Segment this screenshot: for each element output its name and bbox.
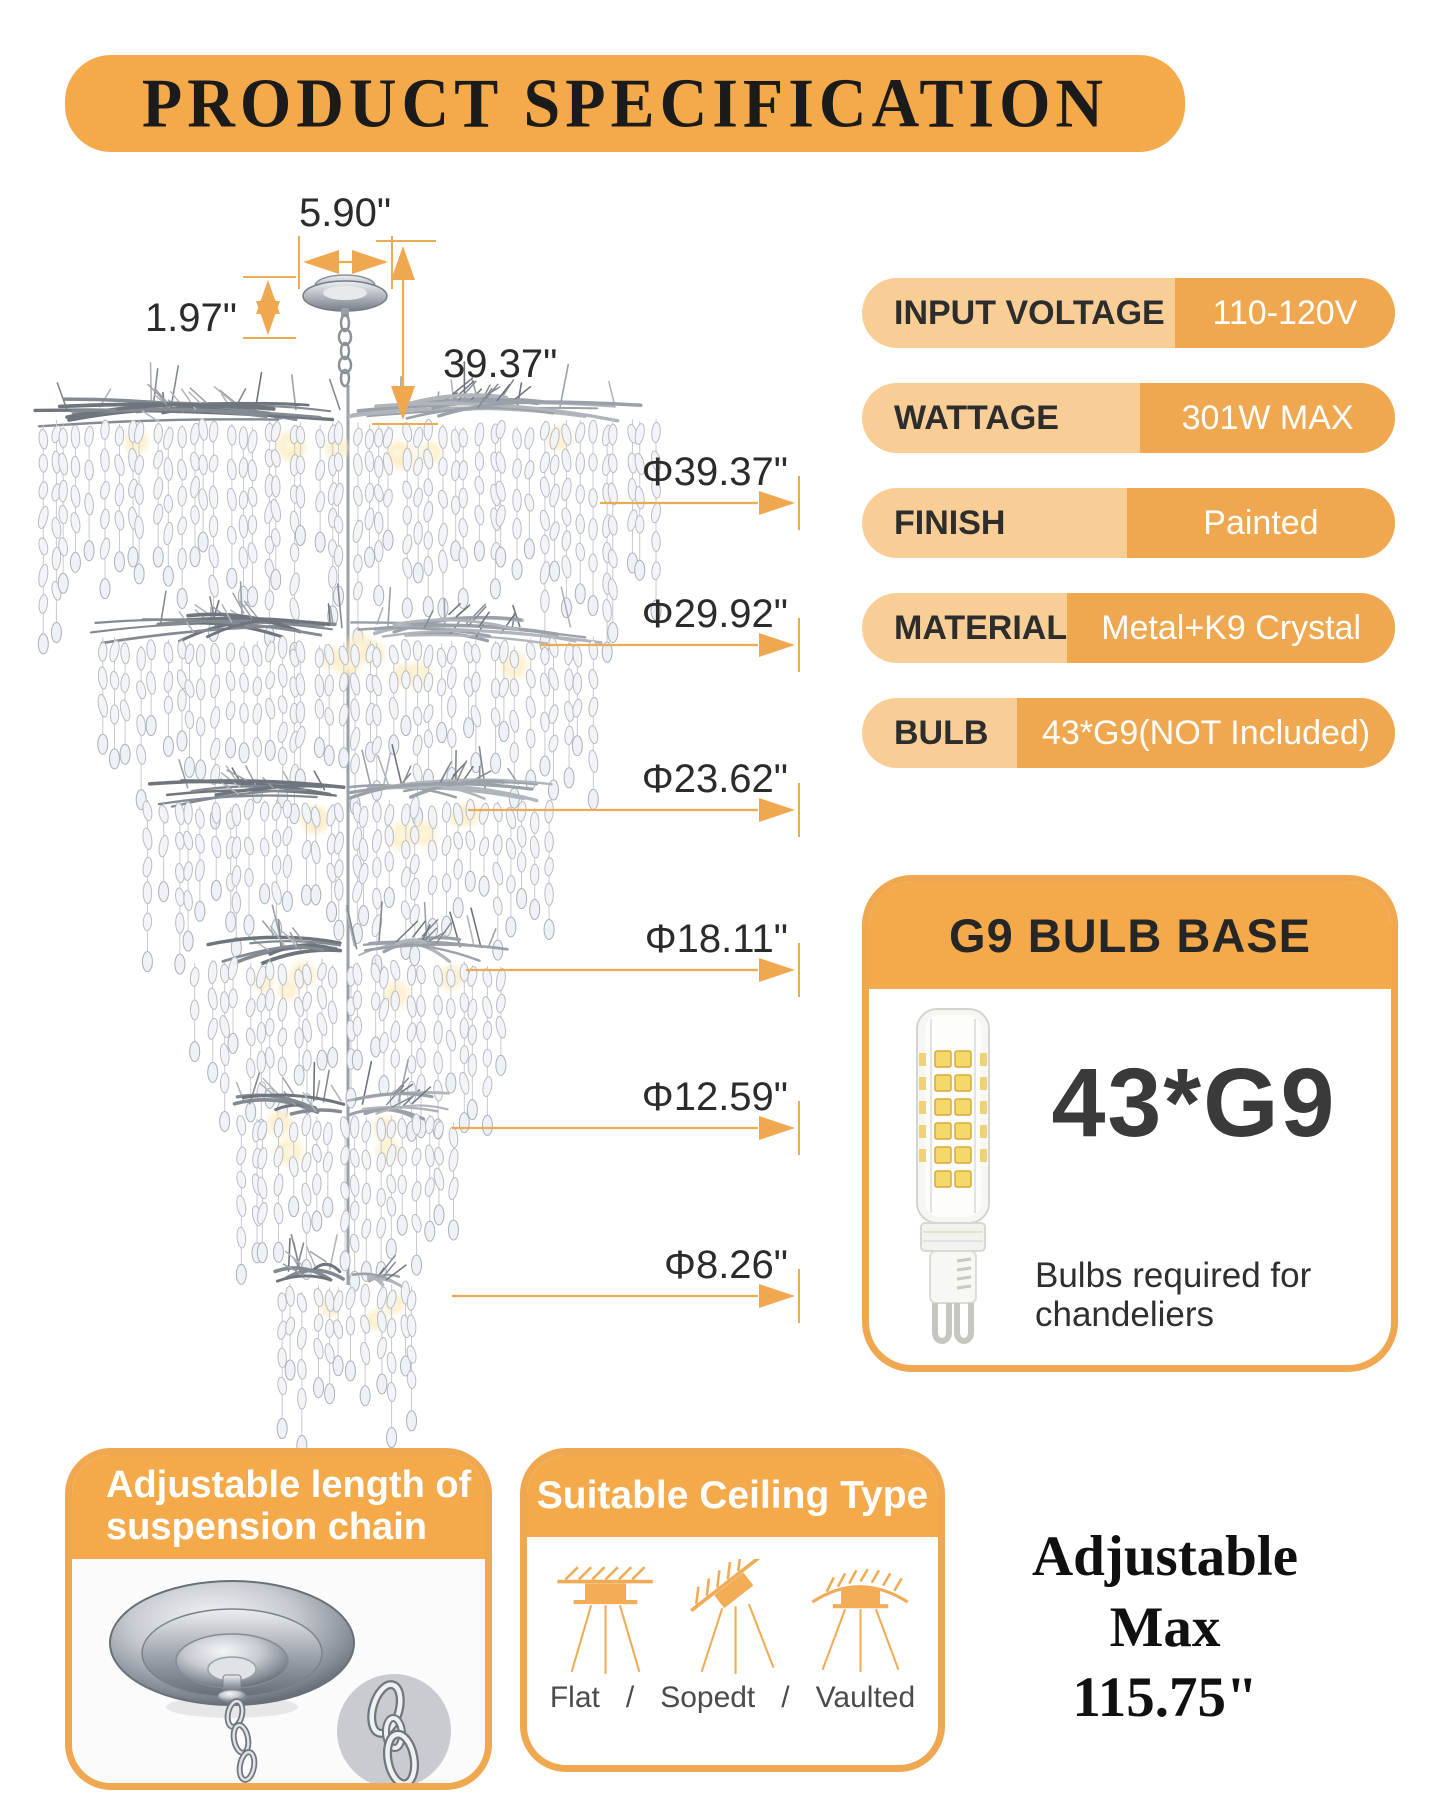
spec-row-material	[862, 593, 1395, 663]
spec-value: Painted	[1127, 488, 1395, 558]
g9-bulb-box	[862, 875, 1398, 1372]
chain-box-title: Adjustable length of suspension chain	[72, 1455, 485, 1559]
adjustable-max-text: Adjustable Max 115.75"	[1031, 1525, 1299, 1730]
ceiling-icons	[527, 1537, 938, 1677]
ceiling-type-box	[520, 1448, 945, 1772]
spec-label: BULB	[894, 713, 989, 752]
spec-value: 110-120V	[1175, 278, 1395, 348]
flat-ceiling-icon	[549, 1559, 661, 1677]
spec-label: MATERIAL	[894, 608, 1068, 647]
canopy-graphic	[303, 275, 387, 317]
ceiling-type-flat: Flat	[549, 1681, 600, 1714]
dimension-label: 5.90"	[298, 191, 392, 235]
ceiling-type-sloped: Sopedt	[660, 1681, 756, 1714]
chandelier-illustration	[0, 0, 845, 1490]
spec-row-finish	[862, 488, 1395, 558]
bulb-count-text: 43*G9	[1051, 1048, 1337, 1157]
vaulted-ceiling-icon	[804, 1559, 916, 1677]
dimension-label: 39.37"	[443, 342, 558, 386]
g9-bulb-image	[901, 1005, 1005, 1349]
ceiling-type-labels	[527, 1681, 938, 1715]
spec-value: 43*G9(NOT Included)	[1017, 698, 1395, 768]
ceiling-box-title: Suitable Ceiling Type	[527, 1455, 938, 1537]
separator: /	[625, 1681, 635, 1714]
dimension-label: Φ12.59"	[641, 1075, 788, 1119]
spec-label: INPUT VOLTAGE	[894, 293, 1165, 332]
g9-box-title: G9 BULB BASE	[869, 882, 1391, 989]
spec-row-input-voltage	[862, 278, 1395, 348]
sloped-ceiling-icon	[677, 1559, 789, 1677]
dimension-label: Φ23.62"	[641, 757, 788, 801]
page-title: PRODUCT SPECIFICATION	[141, 64, 1109, 142]
spec-label: WATTAGE	[894, 398, 1059, 437]
dimension-label: Φ8.26"	[664, 1243, 788, 1287]
chandelier-tiers	[35, 362, 662, 1455]
dimension-label: Φ39.37"	[641, 450, 788, 494]
dimension-label: Φ18.11"	[644, 917, 788, 961]
canopy-photo	[72, 1559, 485, 1789]
ceiling-type-vaulted: Vaulted	[815, 1681, 916, 1714]
spec-table	[862, 278, 1395, 803]
dimension-label: Φ29.92"	[641, 592, 788, 636]
spec-row-bulb	[862, 698, 1395, 768]
separator: /	[781, 1681, 790, 1714]
dimension-label: 1.97"	[144, 296, 237, 340]
spec-value: Metal+K9 Crystal	[1067, 593, 1395, 663]
suspension-chain-box	[65, 1448, 492, 1790]
spec-label: FINISH	[894, 503, 1006, 542]
chain-graphic	[339, 315, 351, 386]
g9-box-body	[869, 989, 1391, 1365]
spec-value: 301W MAX	[1140, 383, 1395, 453]
spec-row-wattage	[862, 383, 1395, 453]
bulb-note: Bulbs required for chandeliers	[1035, 1256, 1312, 1334]
